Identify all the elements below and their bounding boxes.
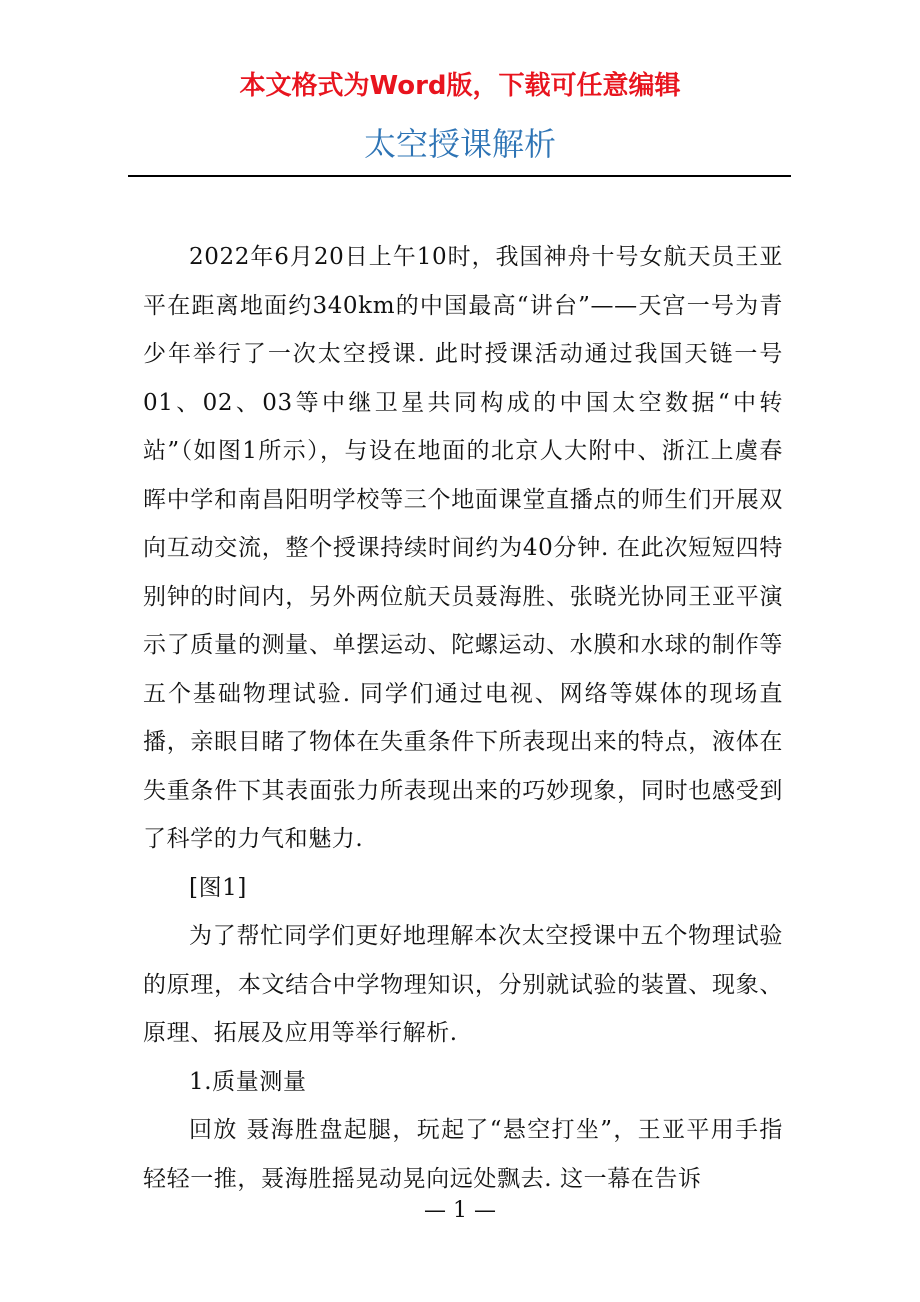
paragraph-purpose: 为了帮忙同学们更好地理解本次太空授课中五个物理试验的原理，本文结合中学物理知识，分别就试验的装置、现象、原理、拓展及应用等举行解析. bbox=[143, 923, 783, 1046]
document-body bbox=[143, 233, 783, 1203]
page-number: — 1 — bbox=[424, 1198, 496, 1223]
document-title: 太空授课解析 bbox=[363, 125, 556, 163]
paragraph-replay: 回放 聂海胜盘起腿，玩起了“悬空打坐”，王亚平用手指轻轻一推，聂海胜摇晃动晃向远处飘去. 这一幕在告诉 bbox=[143, 1117, 783, 1192]
download-banner: 本文格式为Word版，下载可任意编辑 bbox=[239, 71, 681, 101]
section-heading-mass-measurement: 1.质量测量 bbox=[189, 1068, 307, 1095]
figure-reference: [图1] bbox=[189, 874, 247, 901]
paragraph-intro: 2022年6月20日上午10时，我国神舟十号女航天员王亚平在距离地面约340km的中国最高“讲台”——天宫一号为青少年举行了一次太空授课. 此时授课活动通过我国天链一号01、02、03等中继卫星共同构成的中国太空数据“中转站”（如图1所示），与设在地面的北京人大附中、浙江上虞春晖中学和南昌阳明学校等三个地面课堂直播点的师生们开展双向互动交流，整个授课持续时间约为40分钟. 在此次短短四特别钟的时间内，另外两位航天员聂海胜、张晓光协同王亚平演示了质量的测量、单摆运动、陀螺运动、水膜和水球的制作等五个基础物理试验. 同学们通过电视、网络等媒体的现场直播，亲眼目睹了物体在失重条件下所表现出来的特点，液体在失重条件下其表面张力所表现出来的巧妙现象，同时也感受到了科学的力气和魅力. bbox=[143, 244, 783, 852]
title-underline bbox=[128, 175, 791, 177]
